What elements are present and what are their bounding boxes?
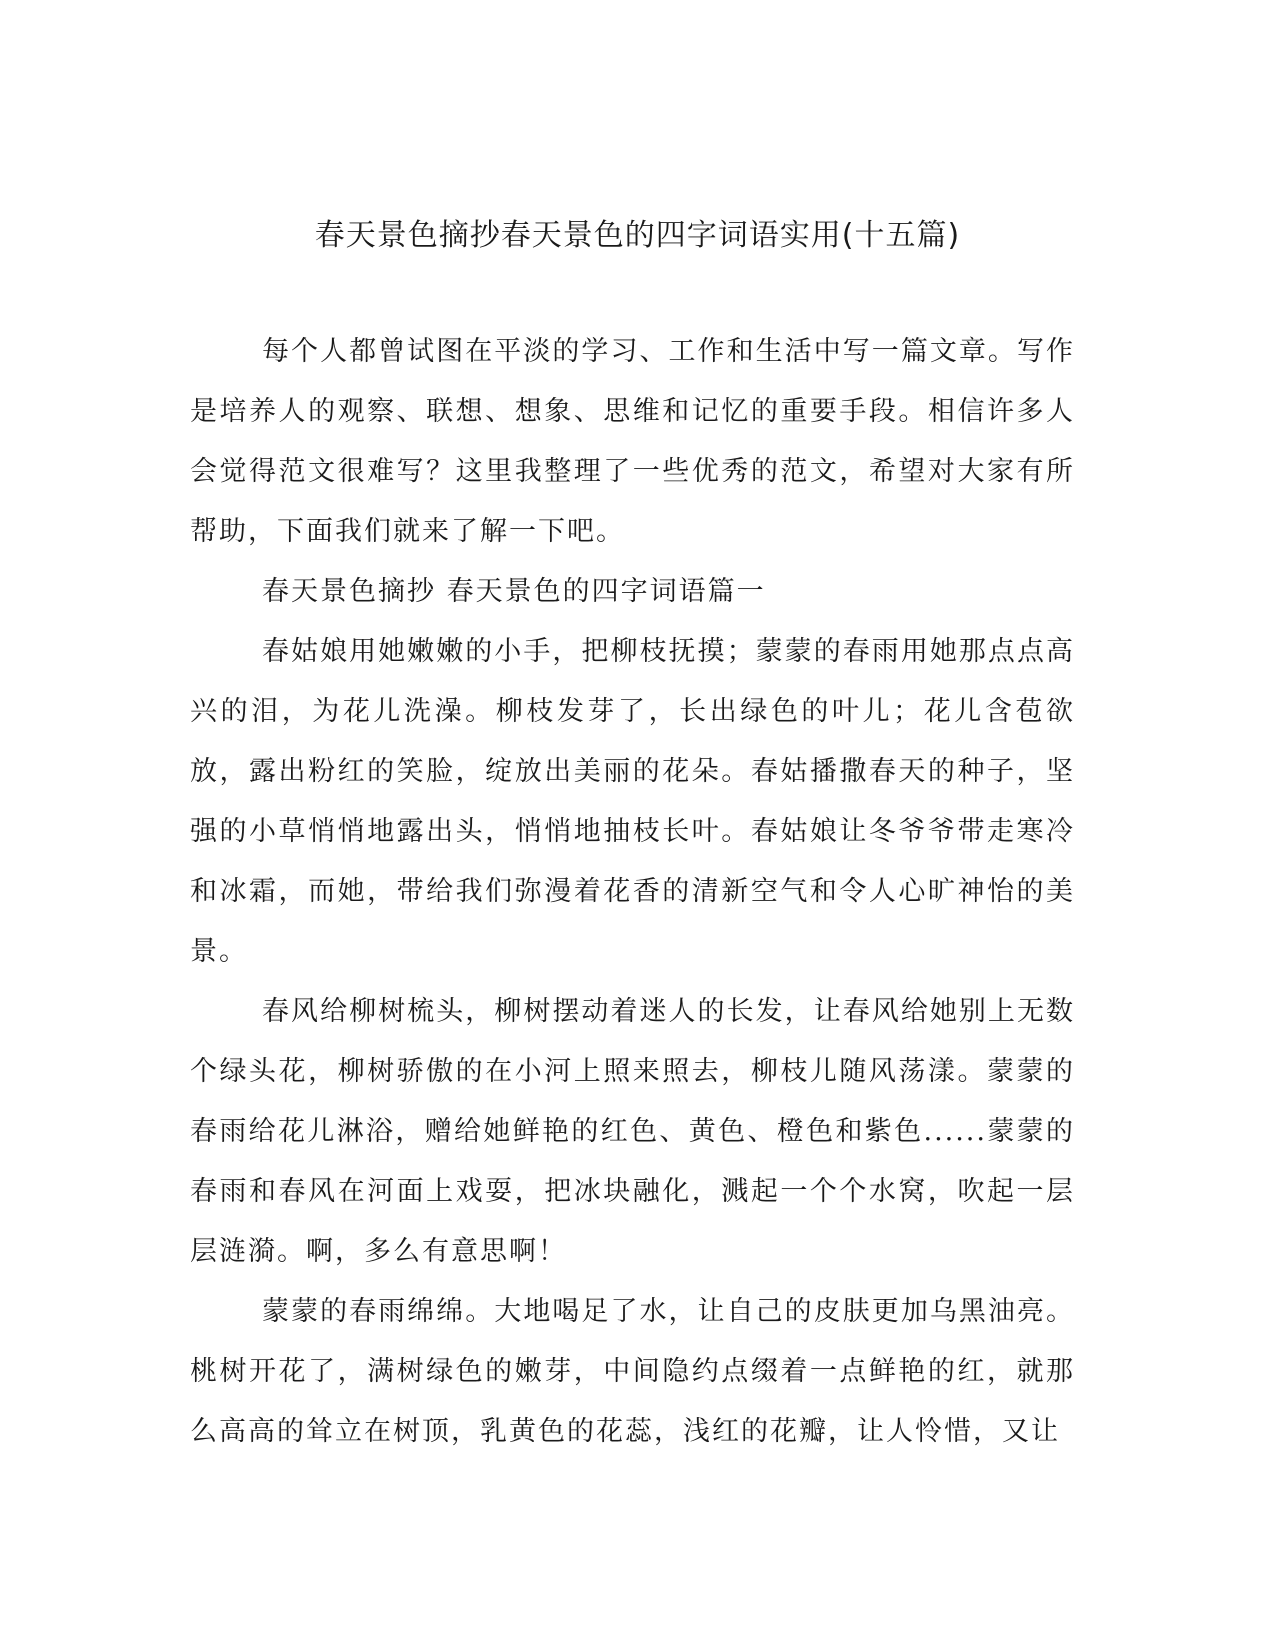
paragraph-spring-wind: 春风给柳树梳头，柳树摆动着迷人的长发，让春风给她别上无数个绿头花，柳树骄傲的在小河上照来照去，柳枝儿随风荡漾。蒙蒙的春雨给花儿淋浴，赠给她鲜艳的红色、黄色、橙色和紫色......蒙蒙的春雨和春风在河面上戏耍，把冰块融化，溅起一个个水窝，吹起一层层涟漪。啊，多么有意思啊！: [190, 996, 1075, 1267]
paragraph-intro: 每个人都曾试图在平淡的学习、工作和生活中写一篇文章。写作是培养人的观察、联想、想象、思维和记忆的重要手段。相信许多人会觉得范文很难写？这里我整理了一些优秀的范文，希望对大家有所帮助，下面我们就来了解一下吧。: [190, 336, 1075, 547]
paragraph-spring-rain: 蒙蒙的春雨绵绵。大地喝足了水，让自己的皮肤更加乌黑油亮。桃树开花了，满树绿色的嫩芽，中间隐约点缀着一点鲜艳的红，就那么高高的耸立在树顶，乳黄色的花蕊，浅红的花瓣，让人怜惜，又让: [190, 1296, 1075, 1447]
document-body: [190, 322, 1075, 1462]
document-title: 春天景色摘抄春天景色的四字词语实用(十五篇): [314, 218, 961, 253]
paragraph-spring-girl: 春姑娘用她嫩嫩的小手，把柳枝抚摸；蒙蒙的春雨用她那点点高兴的泪，为花儿洗澡。柳枝发芽了，长出绿色的叶儿；花儿含苞欲放，露出粉红的笑脸，绽放出美丽的花朵。春姑播撒春天的种子，坚强的小草悄悄地露出头，悄悄地抽枝长叶。春姑娘让冬爷爷带走寒冷和冰霜，而她，带给我们弥漫着花香的清新空气和令人心旷神怡的美景。: [190, 636, 1075, 967]
section-heading: 春天景色摘抄 春天景色的四字词语篇一: [262, 576, 766, 607]
